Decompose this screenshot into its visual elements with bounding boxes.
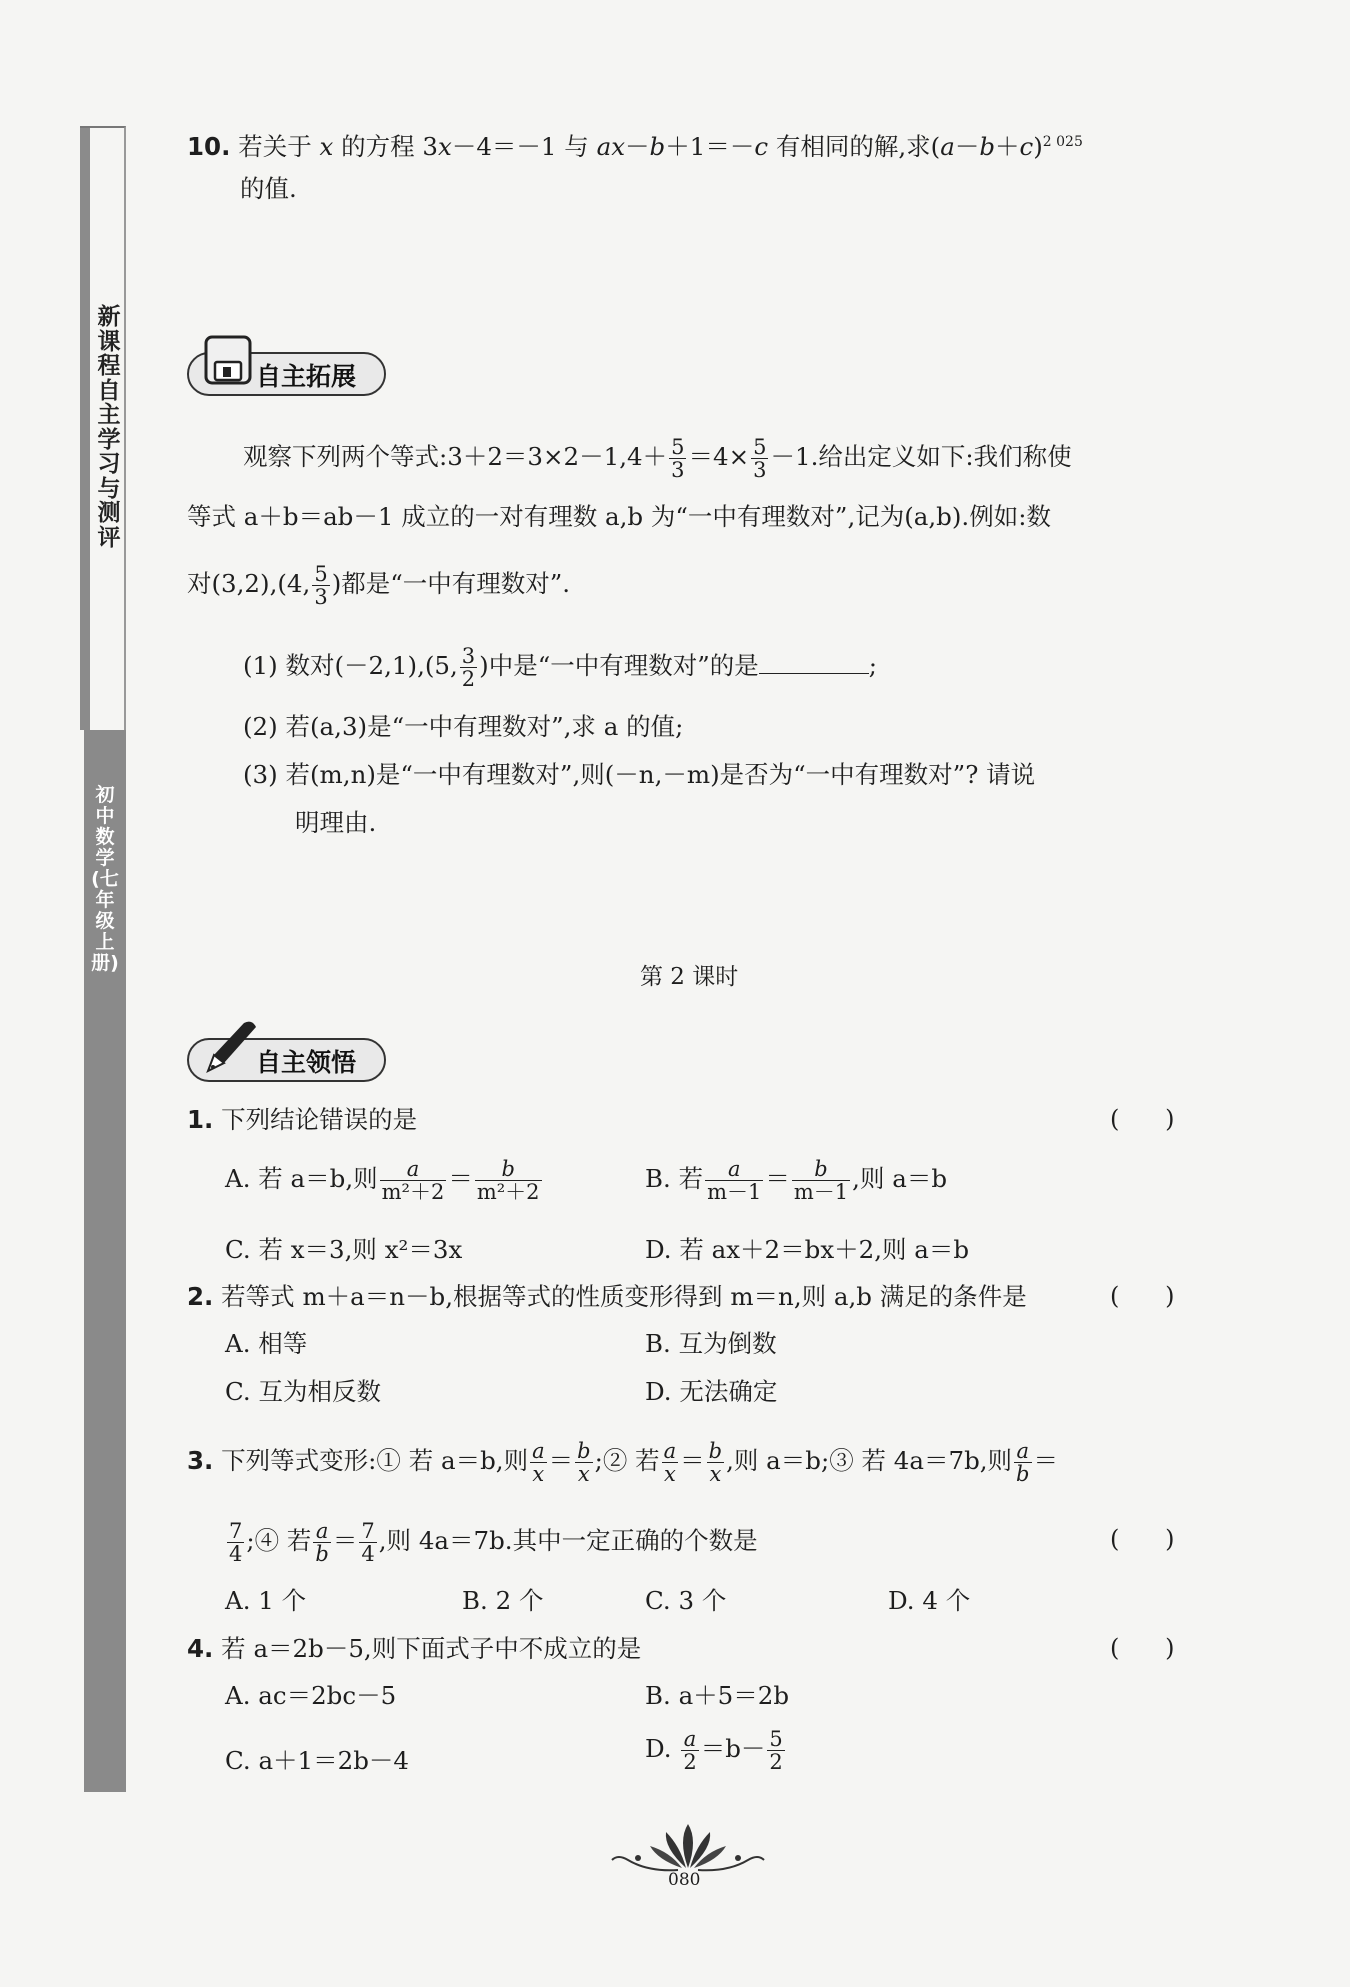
answer-paren[interactable]: ( ) — [1110, 1634, 1175, 1662]
question-3-line2: $\frac{7}{4}$ ;④ 若 $\frac{a}{b}$ ＝ $\frac{7}{4}$ ,则 4a＝7b.其中一定正确的个数是 — [229, 1519, 758, 1566]
extend-sub3: (3) 若(m,n)是“一中有理数对”,则(－n,－m)是否为“一中有理数对”? 请说 — [243, 760, 1036, 789]
question-3-option-c: C. 3 个 — [645, 1586, 727, 1615]
extend-sub1: (1) 数对(－2,1),(5, $\frac{3}{2}$ )中是“一中有理数对”的是 ; — [243, 644, 878, 691]
question-3-option-d: D. 4 个 — [888, 1586, 971, 1615]
question-10-line2: 的值. — [240, 174, 297, 203]
question-1-option-c: C. 若 x＝3,则 x²＝3x — [225, 1235, 463, 1264]
subject-label: 初中数学(七年级上册) — [91, 784, 119, 974]
fraction: $\frac{a}{x}$ — [532, 1439, 545, 1486]
fraction: $\frac{a}{2}$ — [683, 1727, 697, 1774]
extend-sub3-line2: 明理由. — [295, 808, 377, 837]
question-4-option-a: A. ac＝2bc－5 — [225, 1681, 397, 1710]
question-4: 4. 若 a＝2b－5,则下面式子中不成立的是 — [187, 1634, 642, 1663]
fraction: $\frac{7}{4}$ — [361, 1519, 375, 1566]
fraction: $\frac{b}{x}$ — [708, 1439, 723, 1486]
extend-example: 对(3,2),(4, $\frac{5}{3}$ )都是“一中有理数对”. — [187, 562, 571, 609]
question-1-option-a: A. 若 a＝b,则 $\frac{a}{\text{m²＋2}}$ ＝ $\frac{b}{\text{m²＋2}}$ — [225, 1157, 540, 1204]
fraction: $\frac{b}{m-1}$ — [793, 1157, 849, 1204]
fraction: $\frac{a}{\text{m²＋2}}$ — [381, 1157, 445, 1204]
question-2-option-c: C. 互为相反数 — [225, 1377, 381, 1406]
question-1-option-d: D. 若 ax＋2＝bx＋2,则 a＝b — [645, 1235, 970, 1264]
pen-icon — [200, 1015, 262, 1077]
section-extend-label: 自主拓展 — [256, 362, 357, 391]
extend-intro: 观察下列两个等式:3＋2＝3×2－1,4＋ $\frac{5}{3}$ ＝4× $\frac{5}{3}$ －1.给出定义如下:我们称使 — [243, 435, 1072, 482]
question-2-option-d: D. 无法确定 — [645, 1377, 778, 1406]
question-2-option-b: B. 互为倒数 — [645, 1329, 777, 1358]
question-4-option-d: D. $\frac{a}{2}$ ＝b－ $\frac{5}{2}$ — [645, 1727, 783, 1774]
fraction: $\frac{b}{\text{m²＋2}}$ — [476, 1157, 540, 1204]
fraction: $\frac{b}{x}$ — [577, 1439, 591, 1486]
page-number: 080 — [668, 1870, 701, 1890]
extend-sub2: (2) 若(a,3)是“一中有理数对”,求 a 的值; — [243, 712, 684, 741]
question-2: 2. 若等式 m＋a＝n－b,根据等式的性质变形得到 m＝n,则 a,b 满足的条件是 — [187, 1282, 1027, 1311]
fraction: $\frac{a}{x}$ — [663, 1439, 677, 1486]
fraction: $\frac{a}{b}$ — [315, 1519, 329, 1566]
fraction: $\frac{a}{b}$ — [1016, 1439, 1030, 1486]
question-4-option-b: B. a＋5＝2b — [645, 1681, 790, 1710]
question-3-option-a: A. 1 个 — [225, 1586, 307, 1615]
fraction: $\frac{5}{3}$ — [314, 562, 328, 609]
fraction: $\frac{5}{3}$ — [753, 435, 767, 482]
question-3-option-b: B. 2 个 — [462, 1586, 544, 1615]
series-title: 新课程自主学习与测评 — [97, 304, 121, 551]
fraction: $\frac{3}{2}$ — [461, 644, 476, 691]
question-1: 1. 下列结论错误的是 — [187, 1105, 418, 1134]
floral-ornament-icon — [608, 1820, 768, 1872]
fraction: $\frac{a}{m-1}$ — [707, 1157, 762, 1204]
answer-paren[interactable]: ( ) — [1110, 1525, 1175, 1553]
question-1-option-b: B. 若 $\frac{a}{m-1}$ ＝ $\frac{b}{m-1}$ ,则 a＝b — [645, 1157, 948, 1204]
answer-blank[interactable] — [759, 649, 869, 674]
fraction: $\frac{5}{2}$ — [769, 1727, 783, 1774]
fraction: $\frac{5}{3}$ — [671, 435, 685, 482]
question-4-option-c: C. a＋1＝2b－4 — [225, 1746, 410, 1775]
question-10: 10. 若关于 x 的方程 3x－4＝－1 与 ax－b＋1＝－c 有相同的解,求$(a-b+c)^{2 025}$ — [187, 132, 1083, 162]
question-3: 3. 下列等式变形:① 若 a＝b,则 $\frac{a}{x}$ ＝ $\frac{b}{x}$ ;② 若 $\frac{a}{x}$ ＝ $\frac{b}{x}$ ,则 a＝b;③ 若 4a＝7b,则 $\frac{a}{b}$ ＝ — [187, 1439, 1058, 1486]
fraction: $\frac{7}{4}$ — [229, 1519, 243, 1566]
question-2-option-a: A. 相等 — [225, 1329, 308, 1358]
answer-paren[interactable]: ( ) — [1110, 1282, 1175, 1310]
answer-paren[interactable]: ( ) — [1110, 1105, 1175, 1133]
section-comprehend-label: 自主领悟 — [256, 1048, 357, 1077]
floppy-disk-icon — [203, 334, 253, 386]
extend-definition: 等式 a＋b＝ab－1 成立的一对有理数 a,b 为“一中有理数对”,记为(a,b).例如:数 — [187, 502, 1051, 531]
lesson-title: 第 2 课时 — [640, 964, 739, 990]
